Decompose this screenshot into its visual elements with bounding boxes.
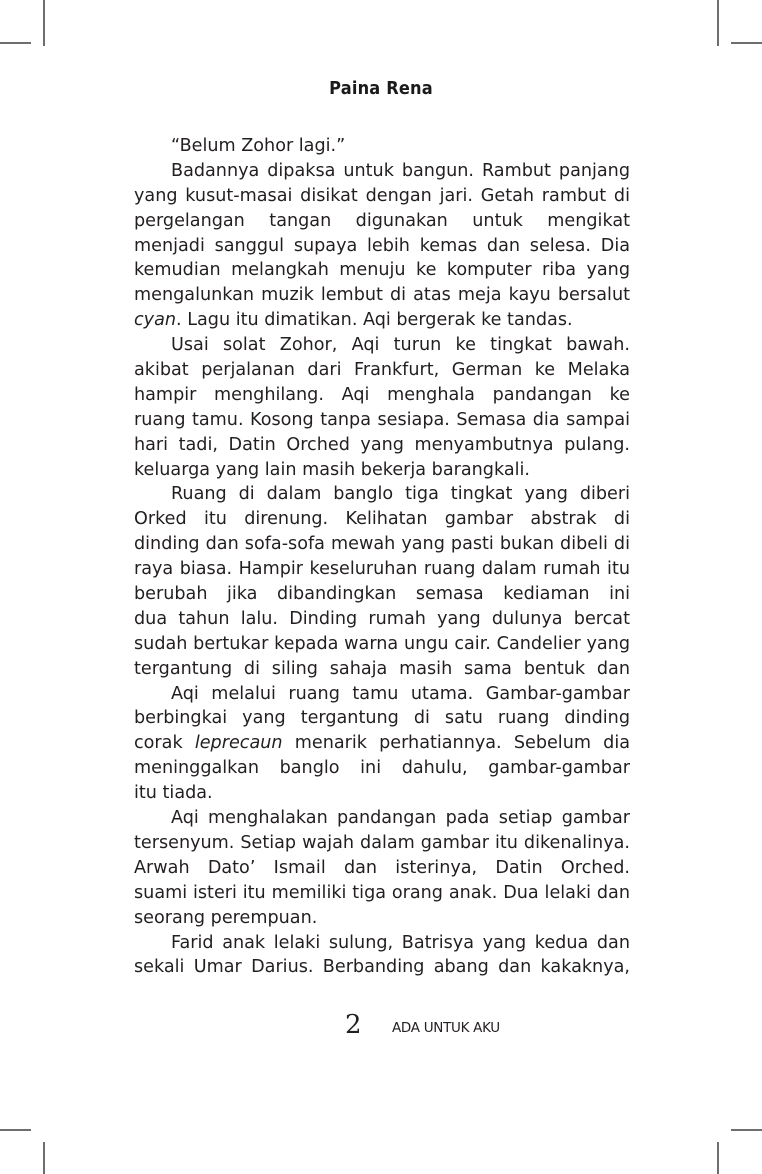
text-segment: sudah bertukar kepada warna ungu cair. Candelier yang [134, 633, 630, 654]
text-line [134, 134, 630, 159]
book-title-footer: ADA UNTUK AKU [392, 1020, 500, 1036]
text-segment: tersenyum. Setiap wajah dalam gambar itu dikenalinya. [134, 832, 630, 853]
text-line [134, 532, 630, 557]
text-segment: suami isteri itu memiliki tiga orang anak. Dua lelaki dan [134, 882, 630, 903]
text-segment: mengalunkan muzik lembut di atas meja kayu bersalut [134, 285, 630, 306]
text-segment: . Lagu itu dimatikan. Aqi bergerak ke tandas. [176, 310, 573, 331]
text-segment: Arwah Dato’ Ismail dan isterinya, Datin Orched. [134, 857, 630, 878]
text-segment: “Belum Zohor lagi.” [171, 136, 346, 156]
text-segment: kemudian melangkah menuju ke komputer riba yang [134, 260, 630, 281]
text-line [134, 632, 630, 657]
text-line [134, 955, 630, 980]
text-line [134, 881, 630, 906]
text-segment: berubah jika dibandingkan semasa kediaman ini [134, 584, 630, 605]
text-segment: keluarga yang lain masih bekerja barangkali. [134, 459, 530, 480]
text-segment: Badannya dipaksa untuk bangun. Rambut panjang [171, 160, 630, 181]
paragraph [134, 333, 630, 482]
crop-mark-bottom-left-horizontal [0, 1129, 31, 1131]
crop-mark-bottom-right-horizontal [731, 1129, 762, 1131]
text-segment: Usai solat Zohor, Aqi turun ke tingkat bawah. [171, 335, 630, 356]
text-line [134, 831, 630, 856]
text-line [134, 731, 630, 756]
text-line [134, 258, 630, 283]
text-line [134, 433, 630, 458]
italic-text: leprecaun [194, 733, 283, 754]
text-line [134, 682, 630, 707]
text-line [134, 756, 630, 781]
text-segment: dinding dan sofa-sofa mewah yang pasti bukan dibeli di [134, 534, 630, 555]
text-line [134, 358, 630, 383]
text-line [134, 806, 630, 831]
text-segment: Aqi menghalakan pandangan pada setiap gambar [171, 808, 630, 829]
text-line [134, 184, 630, 209]
text-line [134, 582, 630, 607]
text-line [134, 906, 630, 931]
text-segment: hampir menghilang. Aqi menghala pandangan ke [134, 384, 630, 405]
text-segment: berbingkai yang tergantung di satu ruang dinding [134, 708, 630, 729]
crop-mark-top-right-horizontal [731, 42, 762, 44]
crop-mark-top-left-horizontal [0, 42, 31, 44]
paragraph [134, 931, 630, 981]
paragraph [134, 159, 630, 333]
crop-mark-bottom-right-vertical [717, 1142, 719, 1174]
crop-mark-bottom-left-vertical [43, 1142, 45, 1174]
text-segment: sekali Umar Darius. Berbanding abang dan kakaknya, [134, 957, 630, 978]
text-segment: ruang tamu. Kosong tanpa sesiapa. Semasa dia sampai [134, 409, 630, 430]
text-line [134, 308, 630, 333]
text-line [134, 931, 630, 956]
text-segment: menjadi sanggul supaya lebih kemas dan selesa. Dia [134, 235, 630, 256]
text-segment: itu tiada. [134, 783, 213, 804]
text-segment: raya biasa. Hampir keseluruhan ruang dalam rumah itu [134, 559, 630, 580]
text-segment: menarik perhatiannya. Sebelum dia [282, 733, 630, 754]
text-line [134, 383, 630, 408]
text-line [134, 333, 630, 358]
text-line [134, 657, 630, 682]
paragraph [134, 682, 630, 806]
text-segment: pergelangan tangan digunakan untuk mengikat [134, 210, 630, 231]
text-segment: yang kusut-masai disikat dengan jari. Getah rambut di [134, 185, 630, 206]
text-line [134, 856, 630, 881]
text-line [134, 209, 630, 234]
text-line [134, 706, 630, 731]
text-segment: Orked itu direnung. Kelihatan gambar abstrak di [134, 509, 630, 530]
text-segment: Aqi melalui ruang tamu utama. Gambar-gambar [171, 683, 630, 704]
italic-text: cyan [134, 310, 177, 331]
text-segment: Farid anak lelaki sulung, Batrisya yang kedua dan [171, 932, 630, 953]
running-head-author: Paina Rena [329, 78, 433, 99]
text-segment: meninggalkan banglo ini dahulu, gambar-gambar [134, 758, 630, 779]
text-segment: dua tahun lalu. Dinding rumah yang dulunya bercat [134, 608, 630, 629]
text-line [134, 607, 630, 632]
paragraph [134, 134, 630, 159]
text-line [134, 557, 630, 582]
text-line [134, 159, 630, 184]
paragraph [134, 806, 630, 930]
crop-mark-top-right-vertical [717, 0, 719, 46]
text-segment: Ruang di dalam banglo tiga tingkat yang diberi [171, 484, 630, 505]
text-line [134, 408, 630, 433]
paragraph [134, 482, 630, 681]
text-segment: hari tadi, Datin Orched yang menyambutnya pulang. [134, 434, 630, 455]
crop-mark-top-left-vertical [43, 0, 45, 46]
text-segment: seorang perempuan. [134, 907, 318, 928]
page-number: 2 [345, 1010, 362, 1040]
text-line [134, 781, 630, 806]
body-text [134, 134, 630, 980]
text-segment: akibat perjalanan dari Frankfurt, German ke Melaka [134, 360, 630, 381]
text-line [134, 482, 630, 507]
text-line [134, 507, 630, 532]
text-segment: corak [134, 733, 195, 754]
text-segment: tergantung di siling sahaja masih sama bentuk dan [134, 658, 630, 679]
text-line [134, 283, 630, 308]
text-line [134, 458, 630, 483]
text-line [134, 234, 630, 259]
